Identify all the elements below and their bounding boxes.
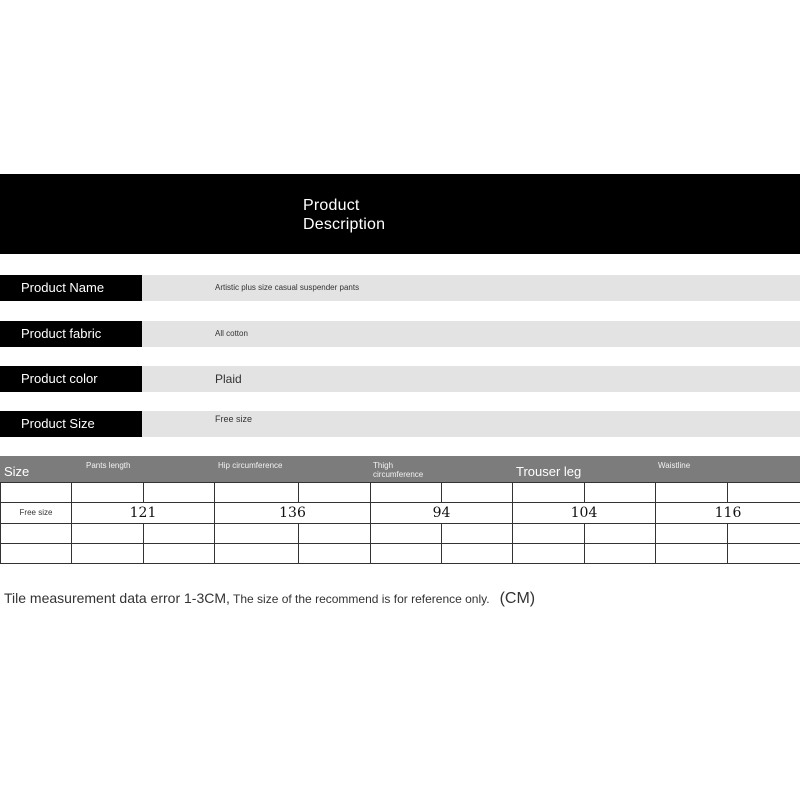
product-name-row [0, 275, 800, 301]
cell-hip: 136 [215, 503, 371, 523]
product-fabric-row [0, 321, 800, 347]
product-fabric-label: Product fabric [0, 321, 142, 347]
product-color-row [0, 366, 800, 392]
table-row [1, 543, 800, 563]
header-size: Size [4, 464, 30, 479]
header-pants-length: Pants length [86, 461, 131, 470]
footnote-error-text: Tile measurement data error 1-3CM, [4, 590, 230, 606]
product-size-label: Product Size [0, 411, 142, 437]
cell-pants-length: 121 [72, 503, 215, 523]
product-fabric-value: All cotton [215, 329, 248, 338]
product-name-label: Product Name [0, 275, 142, 301]
size-table-header [0, 456, 800, 482]
product-size-value: Free size [215, 414, 253, 424]
product-color-value: Plaid [215, 372, 242, 386]
table-row [1, 503, 800, 523]
header-trouser-leg: Trouser leg [516, 464, 582, 479]
cell-thigh: 94 [371, 503, 513, 523]
cell-trouser-leg: 104 [513, 503, 656, 523]
product-name-value: Artistic plus size casual suspender pants [215, 283, 360, 292]
table-row [1, 483, 800, 503]
banner-title: Product Description [303, 197, 386, 233]
header-hip-circumference: Hip circumference [218, 461, 283, 470]
product-size-row [0, 411, 800, 437]
table-row [1, 523, 800, 543]
cell-size: Free size [1, 503, 72, 523]
product-color-label: Product color [0, 366, 142, 392]
header-waistline: Waistline [658, 461, 691, 470]
cell-waistline: 116 [656, 503, 800, 523]
header-thigh-circumference: Thigh circumference [373, 461, 424, 479]
footnote-unit: (CM) [499, 590, 536, 607]
footnote-reference-text: The size of the recommend is for reference only. [229, 592, 490, 606]
measurement-footnote [4, 590, 535, 608]
size-table [0, 482, 800, 564]
